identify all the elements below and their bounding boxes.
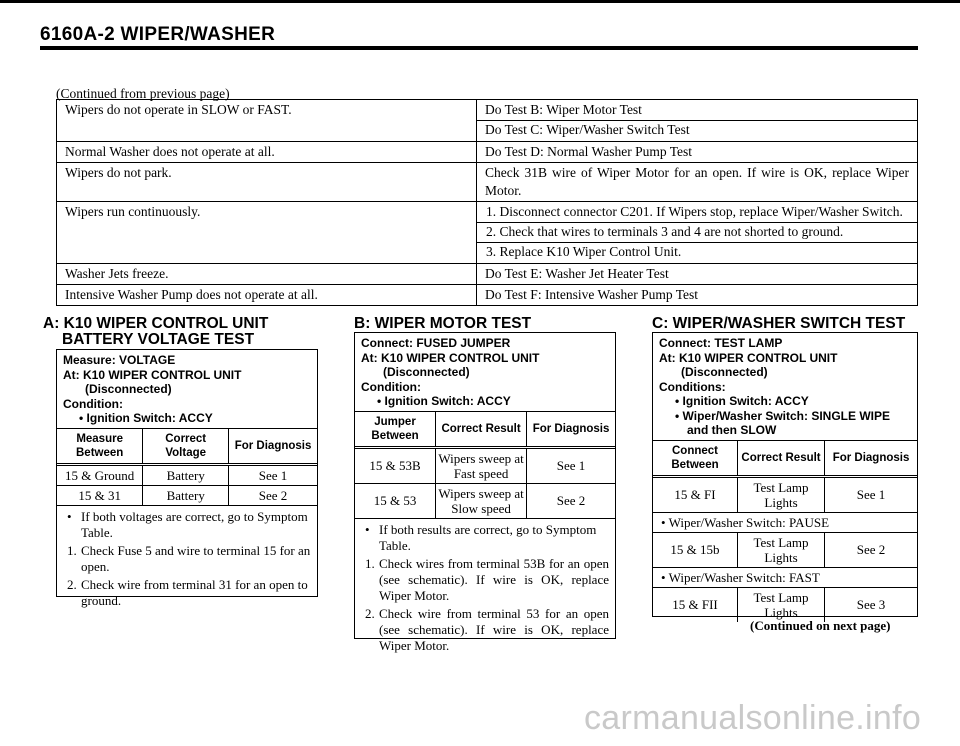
table-row <box>57 264 918 285</box>
table-header-row <box>57 428 317 464</box>
condition-line: (Disconnected) <box>681 365 768 379</box>
test-b-box <box>354 332 616 653</box>
symptom-cell: Wipers run continuously. <box>57 202 477 264</box>
note-text: If both results are correct, go to Symptom Table. <box>379 521 597 553</box>
test-a-title <box>43 316 268 348</box>
action-line: Do Test F: Intensive Washer Pump Test <box>485 287 699 302</box>
test-b-conditions <box>355 333 615 411</box>
condition-bar: • Wiper/Washer Switch: PAUSE <box>653 513 917 533</box>
condition-bar: • Wiper/Washer Switch: FAST <box>653 568 917 588</box>
action-cell <box>477 163 918 202</box>
step-number: 1. <box>365 555 375 571</box>
table-row <box>57 464 317 485</box>
test-a-title-line1: A: K10 WIPER CONTROL UNIT <box>43 315 269 332</box>
note-bullet <box>63 509 311 541</box>
table-row <box>57 142 918 163</box>
column-header: Connect Between <box>653 440 737 476</box>
test-a-box <box>56 349 318 608</box>
note-text: If both voltages are correct, go to Symptom Table. <box>81 508 308 540</box>
condition-bar-text: Wiper/Washer Switch: PAUSE <box>668 514 830 530</box>
bullet-icon: • <box>67 508 72 524</box>
test-a-table <box>57 428 317 506</box>
action-cell <box>477 142 918 163</box>
table-cell: See 2 <box>825 533 917 568</box>
condition-line: • Ignition Switch: ACCY <box>675 394 809 408</box>
note-step <box>361 606 609 654</box>
table-row <box>57 485 317 505</box>
table-cell: Test Lamp Lights <box>737 476 824 512</box>
condition-line: (Disconnected) <box>383 365 470 379</box>
table-cell: Wipers sweep at Fast speed <box>436 447 527 483</box>
test-c-table <box>653 533 917 568</box>
test-c-table <box>653 440 917 513</box>
action-line: Do Test B: Wiper Motor Test <box>477 101 917 121</box>
condition-line: At: K10 WIPER CONTROL UNIT <box>63 367 242 382</box>
table-cell: See 1 <box>229 464 317 485</box>
condition-line: Condition: <box>63 396 123 411</box>
header-rule <box>40 46 918 50</box>
symptom-cell: Normal Washer does not operate at all. <box>57 142 477 163</box>
table-cell: See 2 <box>229 485 317 505</box>
test-c-box <box>652 332 918 620</box>
table-cell: 15 & FII <box>653 588 737 622</box>
column-header: Correct Voltage <box>143 428 229 464</box>
condition-line: Connect: FUSED JUMPER <box>361 336 511 350</box>
table-row <box>653 588 917 622</box>
test-b-title: B: WIPER MOTOR TEST <box>354 315 532 332</box>
note-text: Check wire from terminal 53 for an open (see schematic). If wire is OK, replace Wiper Motor. <box>379 605 609 653</box>
column-header: Jumper Between <box>355 411 436 447</box>
action-cell <box>477 285 918 306</box>
step-number: 1. <box>67 542 77 558</box>
action-cell <box>477 202 918 264</box>
condition-line: • Wiper/Washer Switch: SINGLE WIPE <box>675 408 891 423</box>
table-row <box>57 163 918 202</box>
test-b-table <box>355 411 615 519</box>
table-cell: 15 & 53B <box>355 447 436 483</box>
column-header: Measure Between <box>57 428 143 464</box>
table-row <box>355 447 615 483</box>
test-c-conditions <box>653 333 917 440</box>
watermark: carmanualsonline.info <box>584 699 922 737</box>
table-cell: 15 & 53 <box>355 483 436 518</box>
table-cell: 15 & 15b <box>653 533 737 568</box>
condition-line: Conditions: <box>659 379 726 394</box>
condition-line: • Ignition Switch: ACCY <box>377 394 511 408</box>
table-row <box>57 285 918 306</box>
note-text: Check wire from terminal 31 for an open to ground. <box>81 576 308 608</box>
table-cell: 15 & 31 <box>57 485 143 505</box>
action-cell <box>477 264 918 285</box>
table-cell: Test Lamp Lights <box>737 533 824 568</box>
condition-line: Connect: TEST LAMP <box>659 336 783 350</box>
action-line: 1. Disconnect connector C201. If Wipers stop, replace Wiper/Washer Switch. <box>477 203 917 223</box>
test-c-table <box>653 588 917 622</box>
note-text: Check wires from terminal 53B for an open (see schematic). If wire is OK, replace Wiper Motor. <box>379 555 609 603</box>
table-cell: Battery <box>143 485 229 505</box>
condition-line: Measure: VOLTAGE <box>63 353 176 367</box>
table-row <box>57 100 918 142</box>
table-cell: 15 & Ground <box>57 464 143 485</box>
symptom-cell: Wipers do not park. <box>57 163 477 202</box>
top-rule <box>0 0 960 3</box>
column-header: For Diagnosis <box>229 428 317 464</box>
column-header: For Diagnosis <box>825 440 917 476</box>
symptom-cell: Intensive Washer Pump does not operate at all. <box>57 285 477 306</box>
test-a-conditions <box>57 350 317 428</box>
condition-line: At: K10 WIPER CONTROL UNIT <box>659 350 838 365</box>
action-line: Do Test E: Washer Jet Heater Test <box>485 266 669 281</box>
column-header: Correct Result <box>436 411 527 447</box>
note-step <box>63 543 311 575</box>
column-header: Correct Result <box>737 440 824 476</box>
table-cell: See 2 <box>527 483 615 518</box>
symptom-cell: Wipers do not operate in SLOW or FAST. <box>57 100 477 142</box>
condition-bar-text: Wiper/Washer Switch: FAST <box>668 569 820 585</box>
bullet-icon: • <box>365 521 370 537</box>
step-number: 2. <box>365 605 375 621</box>
test-a-title-line2: BATTERY VOLTAGE TEST <box>62 331 255 348</box>
table-cell: 15 & FI <box>653 476 737 512</box>
condition-line: (Disconnected) <box>85 382 172 396</box>
condition-line: Condition: <box>361 379 421 394</box>
action-line: 2. Check that wires to terminals 3 and 4 are not shorted to ground. <box>477 223 917 243</box>
table-header-row <box>355 411 615 447</box>
condition-line: • Ignition Switch: ACCY <box>79 411 213 425</box>
table-cell: See 1 <box>825 476 917 512</box>
step-number: 2. <box>67 576 77 592</box>
note-text: Check Fuse 5 and wire to terminal 15 for an open. <box>81 542 311 574</box>
note-step <box>63 577 311 609</box>
test-c-title: C: WIPER/WASHER SWITCH TEST <box>652 315 906 332</box>
table-cell: Test Lamp Lights <box>737 588 824 622</box>
continued-on-next: (Continued on next page) <box>750 618 891 633</box>
table-row <box>355 483 615 518</box>
page-title: 6160A-2 WIPER/WASHER <box>40 24 276 45</box>
table-cell: See 3 <box>825 588 917 622</box>
note-bullet <box>361 522 609 554</box>
condition-line: At: K10 WIPER CONTROL UNIT <box>361 350 540 365</box>
table-header-row <box>653 440 917 476</box>
test-a-notes <box>57 506 317 611</box>
action-line: Do Test C: Wiper/Washer Switch Test <box>485 122 690 137</box>
table-row <box>57 202 918 264</box>
note-step <box>361 556 609 604</box>
symptom-cell: Washer Jets freeze. <box>57 264 477 285</box>
condition-line: and then SLOW <box>687 423 777 437</box>
table-cell: See 1 <box>527 447 615 483</box>
action-line: 3. Replace K10 Wiper Control Unit. <box>486 244 682 259</box>
continued-from-previous: (Continued from previous page) <box>56 86 230 101</box>
action-line: Do Test D: Normal Washer Pump Test <box>485 144 693 159</box>
symptom-table <box>56 99 918 306</box>
table-cell: Wipers sweep at Slow speed <box>436 483 527 518</box>
test-b-notes <box>355 519 615 656</box>
table-cell: Battery <box>143 464 229 485</box>
action-cell <box>477 100 918 142</box>
action-line: Check 31B wire of Wiper Motor for an open. If wire is OK, replace Wiper Motor. <box>485 165 909 198</box>
table-row <box>653 533 917 568</box>
table-row <box>653 476 917 512</box>
column-header: For Diagnosis <box>527 411 615 447</box>
